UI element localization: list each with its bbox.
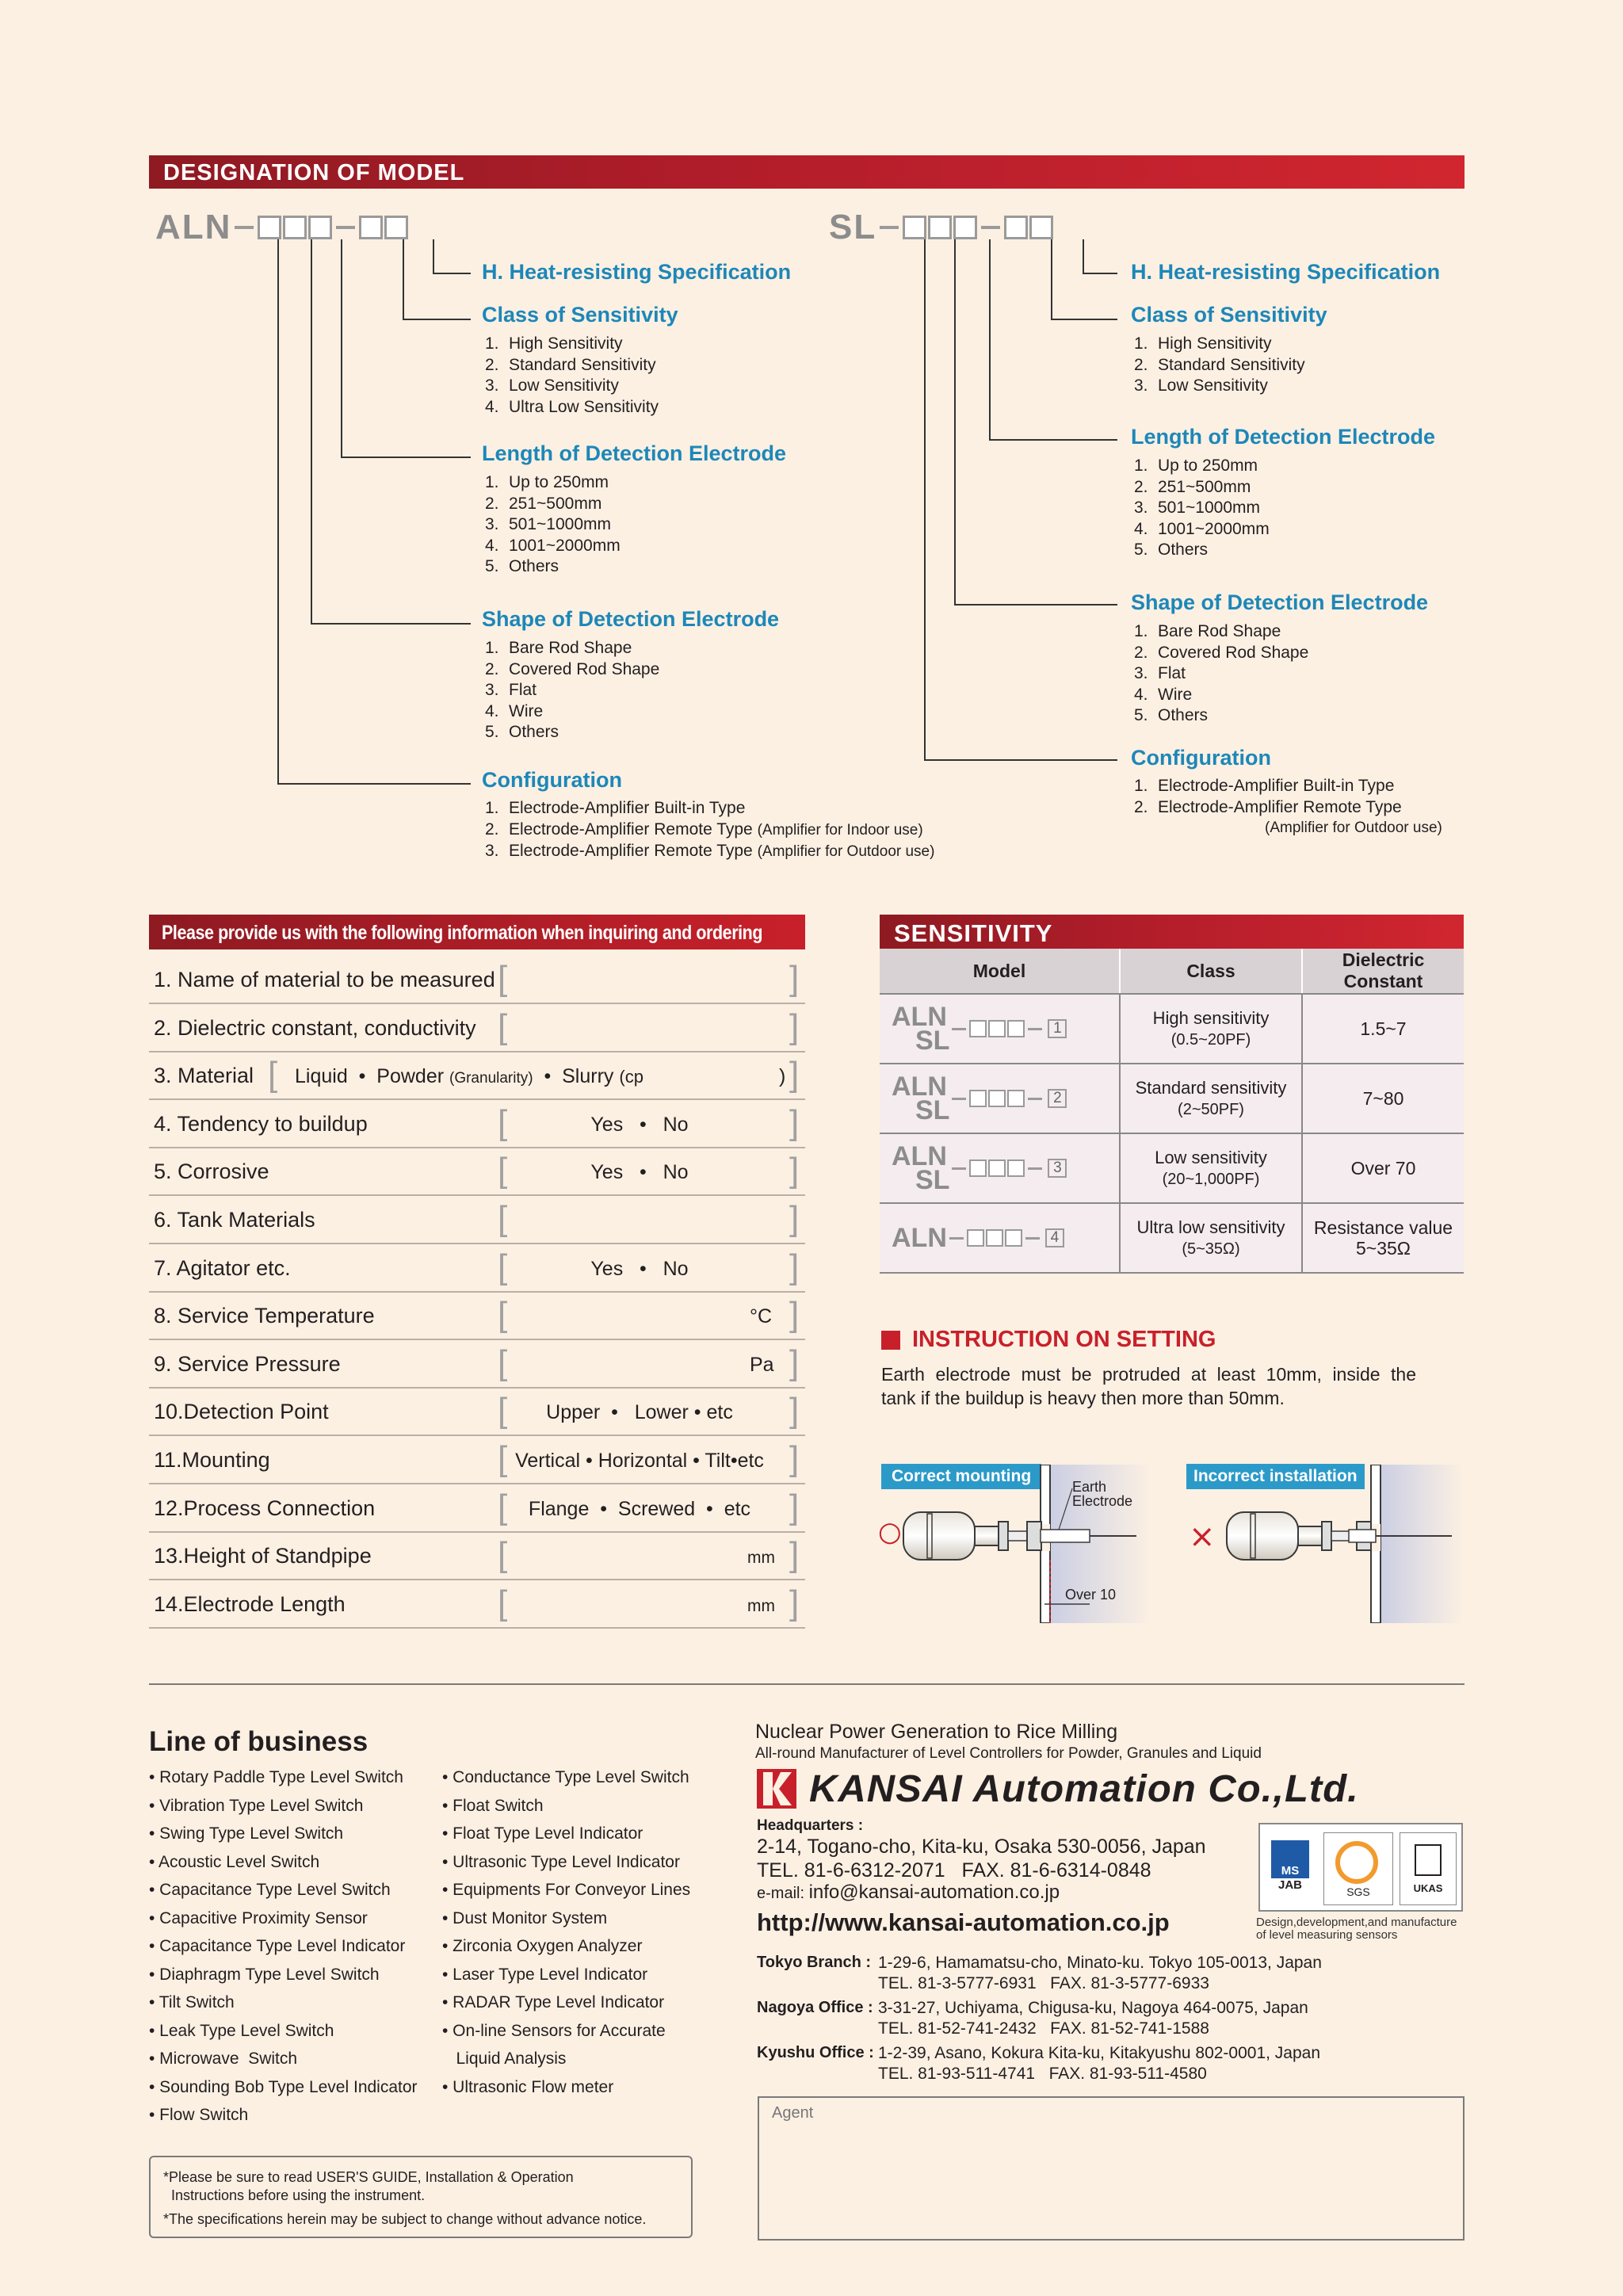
col-header-model: Model — [880, 949, 1120, 994]
inquiry-options[interactable]: Yes • No — [590, 1257, 689, 1280]
sl-shape-head: Shape of Detection Electrode — [1131, 590, 1429, 614]
branch-address: 1-2-39, Asano, Kokura Kita-ku, Kitakyushu 802-0001, Japan — [878, 2044, 1321, 2062]
ms-jab-cert-icon: MS JAB — [1271, 1840, 1309, 1897]
agent-box — [758, 2096, 1465, 2241]
bracket-left: [ — [498, 1151, 508, 1190]
business-item: • Float Type Level Indicator — [442, 1824, 643, 1843]
earth-label: Earth — [1072, 1479, 1107, 1495]
inquiry-label: 3. Material — [154, 1064, 254, 1088]
aln-model-code — [155, 208, 409, 247]
connector-line — [403, 319, 471, 320]
inquiry-label: 14.Electrode Length — [154, 1591, 346, 1616]
ng-mark: × — [1189, 1519, 1216, 1555]
hq-label: Headquarters : — [757, 1817, 864, 1834]
list-item: 3. Low Sensitivity — [1134, 376, 1268, 395]
list-item: 5. Others — [485, 557, 559, 575]
inquiry-row[interactable] — [149, 1003, 805, 1052]
bracket-right: ] — [789, 1439, 800, 1478]
bracket-right: ] — [789, 1055, 800, 1095]
code-box — [953, 216, 977, 239]
code-box — [258, 216, 281, 239]
kansai-logo-icon — [757, 1769, 796, 1809]
material-close: ) — [779, 1065, 786, 1088]
class-cell: Low sensitivity (20~1,000PF) — [1120, 1133, 1302, 1203]
designation-banner — [149, 155, 1465, 189]
email-link[interactable]: info@kansai-automation.co.jp — [808, 1881, 1060, 1903]
aln-length-head: Length of Detection Electrode — [482, 441, 787, 465]
inquiry-row[interactable] — [149, 1291, 805, 1340]
business-item: • Swing Type Level Switch — [149, 1824, 344, 1843]
inquiry-title: Please provide us with the following information when inquiring and ordering — [162, 922, 763, 944]
connector-line — [1083, 239, 1084, 274]
bracket-right: ] — [789, 1007, 800, 1046]
sl-shape-list — [1134, 621, 1308, 727]
connector-line — [1083, 273, 1117, 274]
dielectric-cell: Over 70 — [1302, 1133, 1464, 1203]
code-box — [1029, 216, 1053, 239]
list-item: 2. Electrode-Amplifier Remote Type — [1134, 797, 1402, 816]
bracket-left: [ — [268, 1055, 278, 1095]
branch-label: Tokyo Branch : — [757, 1954, 872, 1971]
inquiry-label: 7. Agitator etc. — [154, 1255, 291, 1280]
sl-length-head: Length of Detection Electrode — [1131, 425, 1436, 449]
inquiry-row[interactable] — [149, 1580, 805, 1629]
inquiry-row[interactable] — [149, 1339, 805, 1389]
company-name: KANSAI Automation Co.,Ltd. — [809, 1768, 1359, 1810]
dash — [981, 226, 1000, 229]
business-item: • Sounding Bob Type Level Indicator — [149, 2077, 418, 2096]
instruction-line: Earth electrode must be protruded at least 10mm, inside the — [881, 1364, 1416, 1385]
list-item: 2. 251~500mm — [1134, 477, 1251, 496]
list-item: 1. Up to 250mm — [485, 473, 609, 491]
list-item: 3. Electrode-Amplifier Remote Type (Amplifier for Outdoor use) — [485, 842, 935, 860]
aln-config-list — [485, 798, 934, 863]
business-item: • Vibration Type Level Switch — [149, 1796, 364, 1815]
sensitivity-table — [880, 949, 1464, 1274]
model-names: ALN SL — [892, 1072, 950, 1125]
bracket-left: [ — [498, 1102, 508, 1142]
dielectric-cell: Resistance value 5~35Ω — [1302, 1203, 1464, 1273]
model-cell — [880, 1064, 1120, 1133]
list-item: 1. High Sensitivity — [1134, 334, 1272, 353]
sl-config-head: Configuration — [1131, 746, 1271, 770]
inquiry-row[interactable] — [149, 1099, 805, 1148]
bracket-right: ] — [789, 1343, 800, 1382]
note-line: *The specifications herein may be subject to change without advance notice. — [163, 2211, 647, 2227]
business-item: • Dust Monitor System — [442, 1908, 608, 1927]
code-box — [308, 216, 332, 239]
inquiry-options[interactable]: Yes • No — [590, 1161, 689, 1184]
bracket-right: ] — [789, 1199, 800, 1238]
instruction-text — [881, 1362, 1416, 1410]
sensitivity-banner — [880, 915, 1464, 949]
col-header-class: Class — [1120, 949, 1302, 994]
hq-email: e-mail: info@kansai-automation.co.jp — [757, 1881, 1060, 1903]
list-item: 1. Electrode-Amplifier Built-in Type — [485, 799, 746, 817]
connector-line — [1051, 319, 1117, 320]
note-line: *Please be sure to read USER'S GUIDE, Installation & Operation — [163, 2169, 574, 2185]
aln-class-list — [485, 334, 659, 418]
list-item: 3. Flat — [485, 681, 537, 699]
inquiry-options[interactable]: °C — [750, 1305, 773, 1328]
model-cell — [880, 994, 1120, 1064]
list-item: 4. 1001~2000mm — [1134, 519, 1270, 538]
business-item: • Zirconia Oxygen Analyzer — [442, 1937, 643, 1955]
connector-line — [954, 604, 1117, 606]
business-item: • Tilt Switch — [149, 1993, 235, 2011]
list-item: 2. Covered Rod Shape — [485, 659, 660, 678]
bracket-left: [ — [498, 1247, 508, 1286]
inquiry-row[interactable] — [149, 1484, 805, 1533]
inquiry-row[interactable] — [149, 1435, 805, 1484]
note-line: Instructions before using the instrument. — [171, 2187, 426, 2203]
section-divider — [149, 1683, 1465, 1685]
list-item-note: (Amplifier for Outdoor use) — [1265, 819, 1442, 836]
hq-tel: TEL. 81-6-6312-2071 FAX. 81-6-6314-0848 — [757, 1859, 1151, 1881]
instruction-line: tank if the buildup is heavy then more than 50mm. — [881, 1388, 1285, 1408]
inquiry-options[interactable]: Vertical • Horizontal • Tilt•etc — [515, 1450, 764, 1472]
inquiry-row[interactable] — [149, 1195, 805, 1244]
inquiry-label: 9. Service Pressure — [154, 1351, 341, 1376]
sensitivity-title: SENSITIVITY — [894, 919, 1053, 947]
business-item: • Flow Switch — [149, 2106, 249, 2124]
branch-address: 1-29-6, Hamamatsu-cho, Minato-ku. Tokyo 105-0013, Japan — [878, 1954, 1322, 1972]
inquiry-label: 4. Tendency to buildup — [154, 1111, 368, 1136]
bracket-left: [ — [498, 1487, 508, 1526]
ok-mark: ○ — [878, 1516, 902, 1548]
business-item: • Rotary Paddle Type Level Switch — [149, 1768, 403, 1786]
sl-config-list — [1134, 776, 1442, 839]
instruction-marker — [881, 1331, 900, 1350]
class-number: 4 — [1045, 1228, 1064, 1247]
inquiry-label: 11.Mounting — [154, 1448, 270, 1472]
business-item: Liquid Analysis — [442, 2050, 567, 2068]
inquiry-row[interactable] — [149, 1531, 805, 1580]
business-item: • Conductance Type Level Switch — [442, 1768, 689, 1786]
inquiry-row[interactable] — [149, 1387, 805, 1436]
bracket-right: ] — [789, 1295, 800, 1335]
bracket-right: ] — [789, 1151, 800, 1190]
list-item: 1. Bare Rod Shape — [1134, 622, 1281, 640]
inquiry-label: 12.Process Connection — [154, 1496, 376, 1520]
bracket-left: [ — [498, 1199, 508, 1238]
sgs-cert-icon: SGS — [1323, 1832, 1393, 1905]
agent-label: Agent — [772, 2104, 814, 2122]
cert-box — [1258, 1823, 1463, 1912]
bracket-left: [ — [498, 959, 508, 998]
tagline-1: Nuclear Power Generation to Rice Milling — [755, 1721, 1118, 1743]
connector-line — [341, 457, 471, 458]
inquiry-row[interactable] — [149, 1051, 805, 1100]
bracket-right: ] — [789, 1487, 800, 1526]
bracket-left: [ — [498, 1439, 508, 1478]
bracket-right: ] — [789, 1583, 800, 1622]
table-row — [880, 1064, 1464, 1133]
list-item: 5. Others — [1134, 541, 1209, 559]
connector-line — [341, 239, 342, 458]
inquiry-options[interactable]: mm — [747, 1549, 775, 1568]
list-item: 4. Wire — [1134, 685, 1193, 704]
class-number: 3 — [1048, 1159, 1067, 1178]
business-item: • Acoustic Level Switch — [149, 1852, 320, 1871]
list-item: 5. Others — [1134, 706, 1209, 724]
business-item: • Capacitance Type Level Indicator — [149, 1937, 406, 1955]
code-box — [1004, 216, 1028, 239]
class-cell: Ultra low sensitivity (5~35Ω) — [1120, 1203, 1302, 1273]
business-item: • Leak Type Level Switch — [149, 2021, 334, 2040]
model-cell — [880, 1203, 1120, 1273]
connector-line — [277, 783, 471, 785]
dielectric-cell: 1.5~7 — [1302, 994, 1464, 1064]
class-cell: High sensitivity (0.5~20PF) — [1120, 994, 1302, 1064]
bracket-left: [ — [498, 1391, 508, 1431]
business-item: • Equipments For Conveyor Lines — [442, 1881, 691, 1899]
branch-address: 3-31-27, Uchiyama, Chigusa-ku, Nagoya 464-0075, Japan — [878, 1999, 1308, 2017]
list-item: 4. Wire — [485, 701, 544, 720]
list-item: 3. 501~1000mm — [485, 515, 612, 533]
bracket-left: [ — [498, 1343, 508, 1382]
sl-class-list — [1134, 334, 1305, 397]
list-item: 3. Flat — [1134, 664, 1186, 682]
connector-line — [989, 439, 1117, 441]
list-item: 5. Others — [485, 723, 559, 741]
aln-heat-label: H. Heat-resisting Specification — [482, 260, 792, 284]
business-item: • On-line Sensors for Accurate — [442, 2021, 666, 2040]
inquiry-label: 6. Tank Materials — [154, 1208, 315, 1232]
material-options: Liquid • Powder (Granularity) • Slurry (cp — [295, 1065, 643, 1088]
inquiry-label: 10.Detection Point — [154, 1400, 329, 1424]
list-item: 4. Ultra Low Sensitivity — [485, 397, 659, 416]
business-item: • Microwave Switch — [149, 2050, 298, 2068]
code-box — [283, 216, 307, 239]
connector-line — [924, 239, 926, 761]
sl-prefix: SL — [829, 208, 877, 246]
inquiry-label: 13.Height of Standpipe — [154, 1544, 372, 1568]
class-number: 2 — [1048, 1089, 1067, 1108]
business-item: • Laser Type Level Indicator — [442, 1965, 648, 1984]
model-names: ALN SL — [892, 1002, 950, 1056]
incorrect-installation-label: Incorrect installation — [1186, 1464, 1365, 1489]
aln-shape-list — [485, 638, 659, 743]
table-row — [880, 994, 1464, 1064]
inquiry-label: 1. Name of material to be measured — [154, 968, 495, 991]
dash — [880, 226, 899, 229]
list-item: 2. Standard Sensitivity — [1134, 355, 1305, 374]
list-item: 3. Low Sensitivity — [485, 376, 619, 395]
list-item: 2. Electrode-Amplifier Remote Type (Amplifier for Indoor use) — [485, 819, 923, 839]
inquiry-row[interactable] — [149, 1147, 805, 1196]
inquiry-options[interactable]: Upper • Lower • etc — [546, 1401, 733, 1424]
aln-length-list — [485, 472, 621, 578]
inquiry-options[interactable]: Flange • Screwed • etc — [528, 1497, 751, 1520]
business-column-1 — [149, 1763, 418, 2130]
class-number: 1 — [1048, 1019, 1067, 1038]
over-10-label: Over 10 — [1065, 1587, 1117, 1603]
bracket-left: [ — [498, 1535, 508, 1575]
sl-class-head: Class of Sensitivity — [1131, 303, 1327, 327]
bracket-right: ] — [789, 1102, 800, 1142]
model-cell — [880, 1133, 1120, 1203]
code-box — [903, 216, 926, 239]
hq-address: 2-14, Togano-cho, Kita-ku, Osaka 530-0056, Japan — [757, 1836, 1206, 1858]
table-row — [880, 1203, 1464, 1273]
business-item: • Capacitance Type Level Switch — [149, 1881, 391, 1899]
inquiry-label: 5. Corrosive — [154, 1159, 269, 1184]
connector-line — [311, 239, 312, 625]
inquiry-row[interactable] — [149, 1244, 805, 1293]
connector-line — [311, 623, 471, 625]
bracket-right: ] — [789, 959, 800, 998]
tagline-2: All-round Manufacturer of Level Controllers for Powder, Granules and Liquid — [755, 1745, 1262, 1762]
sl-heat-label: H. Heat-resisting Specification — [1131, 260, 1441, 284]
list-item: 2. Standard Sensitivity — [485, 355, 656, 374]
inquiry-options[interactable]: Pa — [750, 1353, 774, 1376]
cert-caption: Design,development,and manufacture of level measuring sensors — [1256, 1916, 1457, 1942]
branch-tel: TEL. 81-52-741-2432 FAX. 81-52-741-1588 — [878, 2019, 1209, 2038]
aln-shape-head: Shape of Detection Electrode — [482, 607, 780, 631]
business-item: • Ultrasonic Type Level Indicator — [442, 1852, 680, 1871]
connector-line — [277, 239, 279, 785]
sl-model-code — [829, 208, 1054, 247]
connector-line — [433, 273, 471, 274]
dielectric-cell: 7~80 — [1302, 1064, 1464, 1133]
list-item: 1. Up to 250mm — [1134, 457, 1258, 475]
inquiry-banner — [149, 915, 805, 949]
list-item: 1. Electrode-Amplifier Built-in Type — [1134, 777, 1395, 795]
dash — [235, 226, 254, 229]
company-url[interactable]: http://www.kansai-automation.co.jp — [757, 1908, 1170, 1936]
aln-config-head: Configuration — [482, 768, 622, 792]
connector-line — [433, 239, 434, 274]
col-header-dielectric: Dielectric Constant — [1302, 949, 1464, 994]
code-box — [359, 216, 383, 239]
aln-prefix: ALN — [155, 208, 232, 246]
list-item: 2. 251~500mm — [485, 494, 602, 513]
connector-line — [954, 239, 956, 606]
class-cell: Standard sensitivity (2~50PF) — [1120, 1064, 1302, 1133]
model-names: ALN — [892, 1223, 947, 1253]
connector-line — [1051, 239, 1052, 320]
bracket-left: [ — [498, 1295, 508, 1335]
inquiry-label: 2. Dielectric constant, conductivity — [154, 1015, 476, 1040]
correct-mounting-label: Correct mounting — [881, 1464, 1041, 1489]
business-item: • RADAR Type Level Indicator — [442, 1993, 665, 2011]
business-item: • Ultrasonic Flow meter — [442, 2077, 614, 2096]
branch-label: Kyushu Office : — [757, 2044, 874, 2061]
business-item: • Capacitive Proximity Sensor — [149, 1908, 368, 1927]
company-logo — [755, 1769, 1468, 1809]
code-box — [928, 216, 952, 239]
bracket-right: ] — [789, 1391, 800, 1431]
business-title: Line of business — [149, 1726, 369, 1757]
branch-label: Nagoya Office : — [757, 1999, 873, 2016]
instruction-title: INSTRUCTION ON SETTING — [912, 1327, 1216, 1352]
aln-class-head: Class of Sensitivity — [482, 303, 678, 327]
inquiry-options[interactable]: Yes • No — [590, 1113, 689, 1136]
code-box — [384, 216, 408, 239]
business-item: • Float Switch — [442, 1796, 544, 1815]
table-header-row — [880, 949, 1464, 994]
connector-line — [403, 239, 404, 320]
sl-length-list — [1134, 456, 1270, 561]
connector-line — [989, 239, 991, 441]
inquiry-row[interactable] — [149, 955, 805, 1004]
inquiry-label: 8. Service Temperature — [154, 1304, 375, 1328]
ukas-cert-icon: UKAS — [1400, 1832, 1457, 1905]
inquiry-options[interactable]: mm — [747, 1596, 775, 1615]
notes-box — [149, 2156, 693, 2238]
dash — [336, 226, 355, 229]
bracket-left: [ — [498, 1007, 508, 1046]
table-row — [880, 1133, 1464, 1203]
bracket-left: [ — [498, 1583, 508, 1622]
bracket-right: ] — [789, 1247, 800, 1286]
list-item: 4. 1001~2000mm — [485, 536, 621, 555]
branch-tel: TEL. 81-3-5777-6931 FAX. 81-3-5777-6933 — [878, 1974, 1209, 1992]
connector-line — [924, 759, 1117, 761]
correct-mounting-diagram — [878, 1465, 1151, 1623]
list-item: 3. 501~1000mm — [1134, 499, 1261, 517]
list-item: 1. High Sensitivity — [485, 334, 623, 353]
designation-title: DESIGNATION OF MODEL — [163, 160, 465, 185]
branch-tel: TEL. 81-93-511-4741 FAX. 81-93-511-4580 — [878, 2065, 1207, 2083]
model-names: ALN SL — [892, 1141, 950, 1195]
business-column-2 — [442, 1763, 690, 2101]
electrode-label: Electrode — [1072, 1493, 1133, 1509]
bracket-right: ] — [789, 1535, 800, 1575]
list-item: 1. Bare Rod Shape — [485, 639, 632, 657]
list-item: 2. Covered Rod Shape — [1134, 643, 1309, 662]
incorrect-installation-diagram — [1186, 1465, 1463, 1623]
business-item: • Diaphragm Type Level Switch — [149, 1965, 380, 1984]
